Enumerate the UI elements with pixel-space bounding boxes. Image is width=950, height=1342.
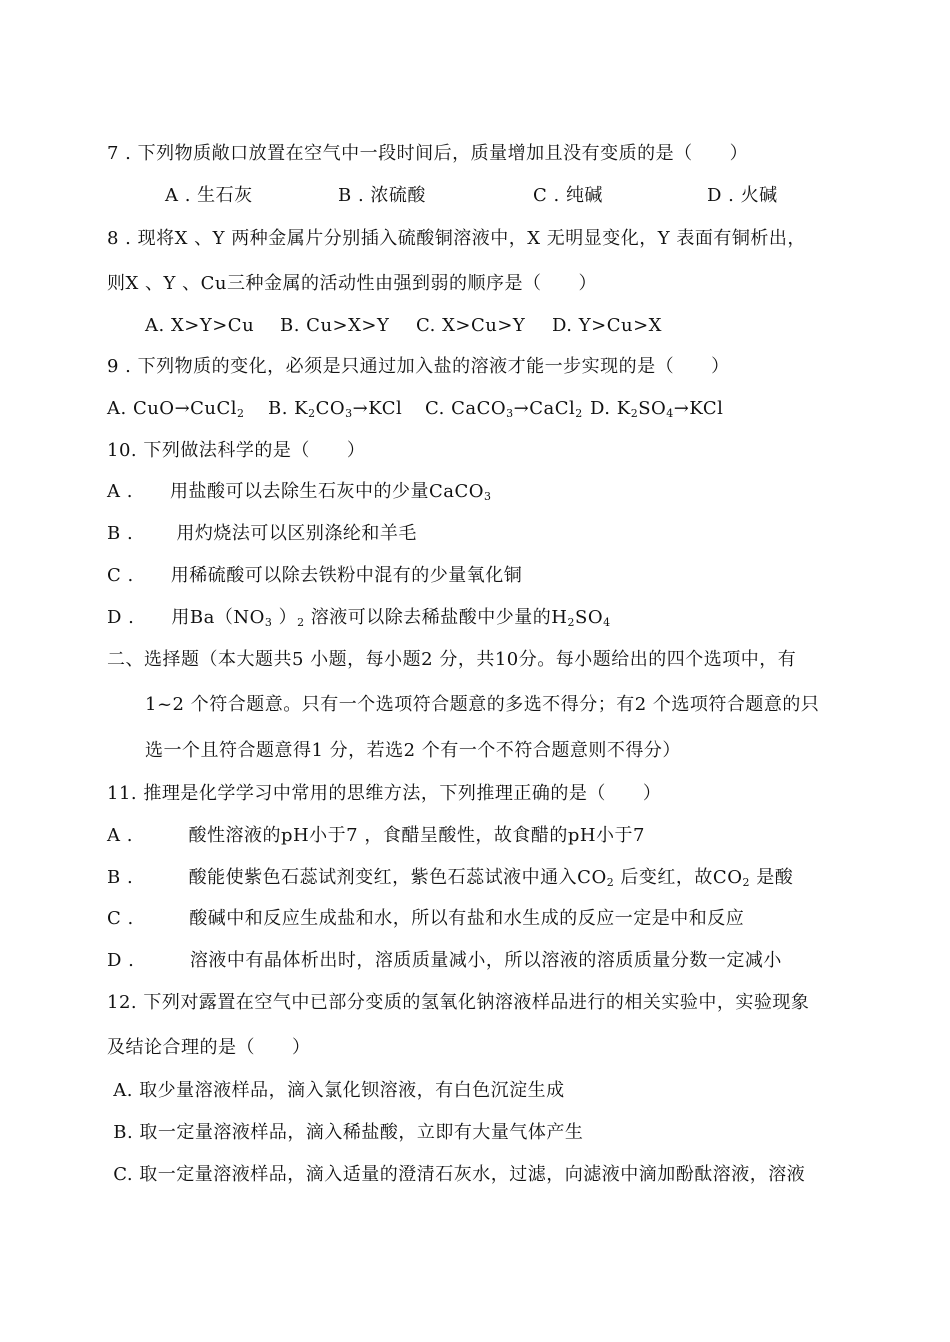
question-7-stem: 7 . 下列物质敞口放置在空气中一段时间后，质量增加且没有变质的是（ ） [107, 143, 749, 164]
question-8-option-b: B. Cu>X>Y [280, 315, 390, 336]
question-10-option-d: D . 用$Ba(NO_3$ ）$_2$ 溶液可以除去稀盐酸中少量的$H_2SO_4$ [107, 607, 611, 629]
question-8-option-a: A. X>Y>Cu [145, 315, 255, 336]
section-2-heading-line2: 1~2 个符合题意。只有一个选项符合题意的多选不得分；有2 个选项符合题意的只 [145, 694, 820, 715]
question-12-option-b: B. 取一定量溶液样品，滴入稀盐酸，立即有大量气体产生 [107, 1122, 584, 1143]
question-9-stem: 9 . 下列物质的变化，必须是只通过加入盐的溶液才能一步实现的是（ ） [107, 356, 730, 377]
question-10-option-b: B . 用灼烧法可以区别涤纶和羊毛 [107, 523, 417, 544]
question-7-option-d: D . 火碱 [707, 185, 778, 206]
question-9-option-a: A. CuO→CuCl$_2$ [107, 398, 245, 420]
question-9-option-c: C. CaCO$_3$→CaCl$_2$ [425, 398, 583, 420]
question-7-option-b: B . 浓硫酸 [338, 185, 426, 206]
question-12-stem-line1: 12. 下列对露置在空气中已部分变质的氢氧化钠溶液样品进行的相关实验中，实验现象 [107, 992, 810, 1013]
section-2-heading-line1: 二、选择题（本大题共5 小题，每小题2 分，共10分。每小题给出的四个选项中，有 [107, 649, 797, 670]
question-8-option-c: C. X>Cu>Y [416, 315, 526, 336]
question-10-stem: 10. 下列做法科学的是（ ） [107, 440, 366, 461]
question-12-option-a: A. 取少量溶液样品，滴入氯化钡溶液，有白色沉淀生成 [107, 1080, 565, 1101]
question-9-option-d: D. $K_2SO_4\to KCl$ [590, 398, 724, 420]
question-10-option-c: C . 用稀硫酸可以除去铁粉中混有的少量氧化铜 [107, 565, 523, 586]
question-12-stem-line2: 及结论合理的是（ ） [107, 1037, 311, 1058]
question-8-stem-line2: 则X 、Y 、Cu三种金属的活动性由强到弱的顺序是（ ） [107, 273, 598, 294]
question-11-option-d: D . 溶液中有晶体析出时，溶质质量减小，所以溶液的溶质质量分数一定减小 [107, 950, 782, 971]
question-11-option-c: C . 酸碱中和反应生成盐和水，所以有盐和水生成的反应一定是中和反应 [107, 908, 745, 929]
question-8-stem-line1: 8 . 现将X 、Y 两种金属片分别插入硫酸铜溶液中，X 无明显变化，Y 表面有铜析出， [107, 228, 806, 249]
question-10-option-a: A . 用盐酸可以去除生石灰中的少量CaCO$_3$ [107, 481, 492, 503]
question-11-option-a: A . 酸性溶液的pH小于7 ，食醋呈酸性，故食醋的pH小于7 [107, 825, 646, 846]
section-2-heading-line3: 选一个且符合题意得1 分，若选2 个有一个不符合题意则不得分） [145, 740, 681, 761]
question-7-option-a: A . 生石灰 [165, 185, 253, 206]
question-12-option-c: C. 取一定量溶液样品，滴入适量的澄清石灰水，过滤，向滤液中滴加酚酞溶液，溶液 [107, 1164, 806, 1185]
question-8-option-d: D. Y>Cu>X [552, 315, 662, 336]
question-7-option-c: C . 纯碱 [533, 185, 603, 206]
question-11-option-b: B . 酸能使紫色石蕊试剂变红，紫色石蕊试液中通入$CO_2$ 后变红，故$CO_2$ 是酸 [107, 867, 794, 889]
question-9-option-b: B. $K_2CO_3\to KCl$ [268, 398, 403, 420]
question-11-stem: 11. 推理是化学学习中常用的思维方法，下列推理正确的是（ ） [107, 783, 662, 804]
